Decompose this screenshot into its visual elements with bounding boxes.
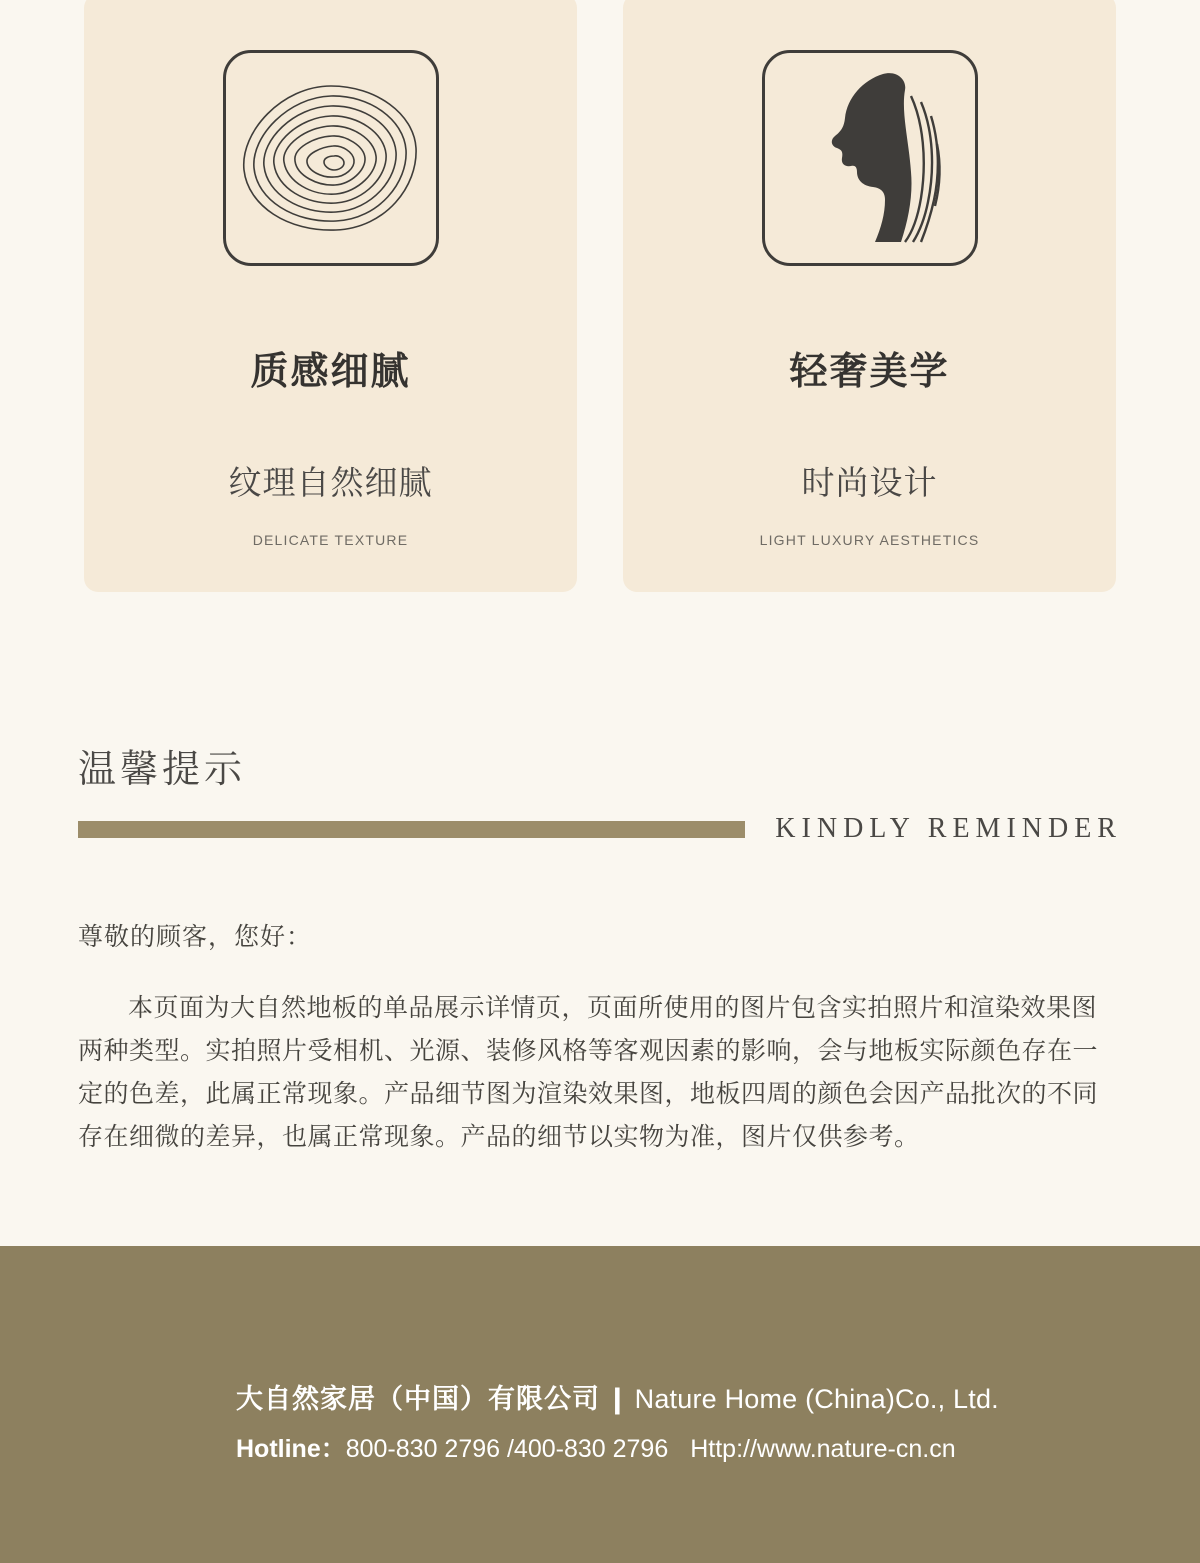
reminder-title-english: KINDLY REMINDER — [775, 813, 1122, 844]
woman-profile-silhouette-icon — [762, 50, 978, 266]
footer-hotline-label: Hotline： — [236, 1435, 346, 1463]
feature-title: 质感细腻 — [250, 351, 411, 393]
reminder-body-text: 本页面为大自然地板的单品展示详情页，页面所使用的图片包含实拍照片和渲染效果图两种类型。实拍照片受相机、光源、装修风格等客观因素的影响，会与地板实际颜色存在一定的色差，此属正常现象。产品细节图为渲染效果图，地板四周的颜色会因产品批次的不同存在细微的差异，也属正常现象。产品的细节以实物为准，图片仅供参考。 — [78, 994, 1099, 1151]
feature-card-aesthetics — [623, 0, 1116, 592]
feature-english-label: LIGHT LUXURY AESTHETICS — [759, 532, 980, 548]
wood-grain-texture-icon — [223, 50, 439, 266]
reminder-accent-bar — [78, 821, 745, 838]
footer-separator: ❙ — [606, 1384, 629, 1415]
reminder-greeting: 尊敬的顾客，您好： — [78, 923, 313, 951]
footer-content — [236, 1383, 999, 1465]
footer-company-cn: 大自然家居（中国）有限公司 — [236, 1384, 600, 1415]
kindly-reminder-section — [0, 738, 1200, 1159]
footer-company-en: Nature Home (China)Co., Ltd. — [634, 1384, 999, 1415]
feature-english-label: DELICATE TEXTURE — [252, 532, 409, 548]
footer-hotline-numbers: 800-830 2796 /400-830 2796 — [345, 1435, 669, 1463]
footer-website-link[interactable]: Http://www.nature-cn.cn — [690, 1435, 956, 1463]
feature-card-texture — [84, 0, 577, 592]
footer-contact-line — [236, 1429, 999, 1465]
reminder-title: 温馨提示 — [78, 749, 247, 791]
feature-subtitle: 时尚设计 — [801, 464, 938, 501]
page-footer — [0, 1246, 1200, 1563]
feature-cards-section — [0, 0, 1200, 592]
reminder-divider-row — [78, 813, 1122, 845]
footer-company-line — [236, 1383, 999, 1417]
feature-title: 轻奢美学 — [789, 351, 950, 393]
feature-subtitle: 纹理自然细腻 — [228, 464, 433, 501]
